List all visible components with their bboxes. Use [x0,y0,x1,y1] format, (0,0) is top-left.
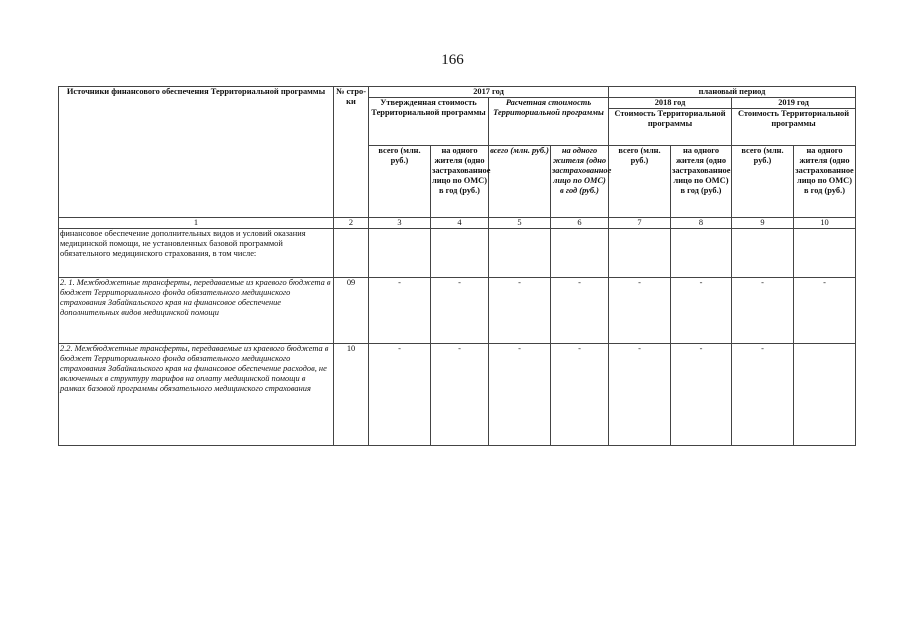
value-cell: - [732,278,794,344]
header-approved-cost: Утвержденная стоимость Территориальной программы [369,98,489,146]
header-total-estimated: всего (млн. руб.) [489,146,551,218]
value-cell [609,229,671,278]
row-description: финансовое обеспечение дополнительных видов и условий оказания медицинской помощи, не установленных базовой программой обязательного медицинского страхования, в том числе: [59,229,334,278]
value-cell: - [794,278,856,344]
header-per-resident-2018: на одного жителя (одно застрахованное лицо по ОМС) в год (руб.) [671,146,732,218]
header-year-2019: 2019 год [732,98,855,109]
row-description: 2.2. Межбюджетные трансферты, передаваемые из краевого бюджета в бюджет Территориального фонда обязательного медицинского страхования Забайкальского края на финансовое обеспечение расходов, не включенных в структуру тарифов на оплату медицинской помощи в рамках базовой программы обязательного медицинского страхования [59,344,334,446]
column-number: 9 [732,218,794,229]
header-total-2019: всего (млн. руб.) [732,146,794,218]
value-cell: - [489,278,551,344]
column-number: 5 [489,218,551,229]
value-cell [369,229,431,278]
value-cell: - [431,278,489,344]
header-total-2018: всего (млн. руб.) [609,146,671,218]
row-code: 09 [334,278,369,344]
header-2019 [732,98,856,146]
table-row [59,229,856,278]
header-year-2017: 2017 год [369,87,609,98]
column-number: 2 [334,218,369,229]
header-source: Источники финансового обеспечения Территориальной программы [59,87,334,218]
value-cell: - [732,344,794,446]
column-number: 3 [369,218,431,229]
header-cost-2019: Стоимость Территориальной программы [737,109,850,128]
value-cell [551,229,609,278]
value-cell: - [551,344,609,446]
header-per-resident-2019: на одного жителя (одно застрахованное лицо по ОМС) в год (руб.) [794,146,856,218]
row-code: 10 [334,344,369,446]
page-number: 166 [441,52,464,68]
column-number: 1 [59,218,334,229]
value-cell [794,344,856,446]
column-number: 8 [671,218,732,229]
value-cell [431,229,489,278]
header-cost-2018: Стоимость Территориальной программы [614,109,726,128]
value-cell: - [609,278,671,344]
value-cell [794,229,856,278]
value-cell: - [609,344,671,446]
table-row [59,344,856,446]
value-cell: - [431,344,489,446]
financing-sources-table [58,86,856,446]
value-cell [732,229,794,278]
header-per-resident-estimated: на одного жителя (одно застрахованное лицо по ОМС) в год (руб.) [551,146,609,218]
value-cell: - [551,278,609,344]
row-code [334,229,369,278]
header-2018 [609,98,732,146]
value-cell: - [671,344,732,446]
header-total-approved: всего (млн. руб.) [369,146,431,218]
column-number-row [59,218,856,229]
value-cell: - [489,344,551,446]
header-per-resident-approved: на одного жителя (одно застрахованное лицо по ОМС) в год (руб.) [431,146,489,218]
value-cell [489,229,551,278]
value-cell [671,229,732,278]
column-number: 4 [431,218,489,229]
value-cell: - [369,278,431,344]
header-planning-period: плановый период [609,87,856,98]
header-year-2018: 2018 год [609,98,731,109]
header-row-1 [59,87,856,98]
row-description: 2. 1. Межбюджетные трансферты, передаваемые из краевого бюджета в бюджет Территориального фонда обязательного медицинского страхования Забайкальского края на финансовое обеспечение дополнительных видов медицинской помощи [59,278,334,344]
table-row [59,278,856,344]
value-cell: - [369,344,431,446]
column-number: 7 [609,218,671,229]
column-number: 6 [551,218,609,229]
column-number: 10 [794,218,856,229]
header-estimated-cost: Расчетная стоимость Территориальной программы [489,98,609,146]
header-row-number: № стро-ки [334,87,369,218]
value-cell: - [671,278,732,344]
